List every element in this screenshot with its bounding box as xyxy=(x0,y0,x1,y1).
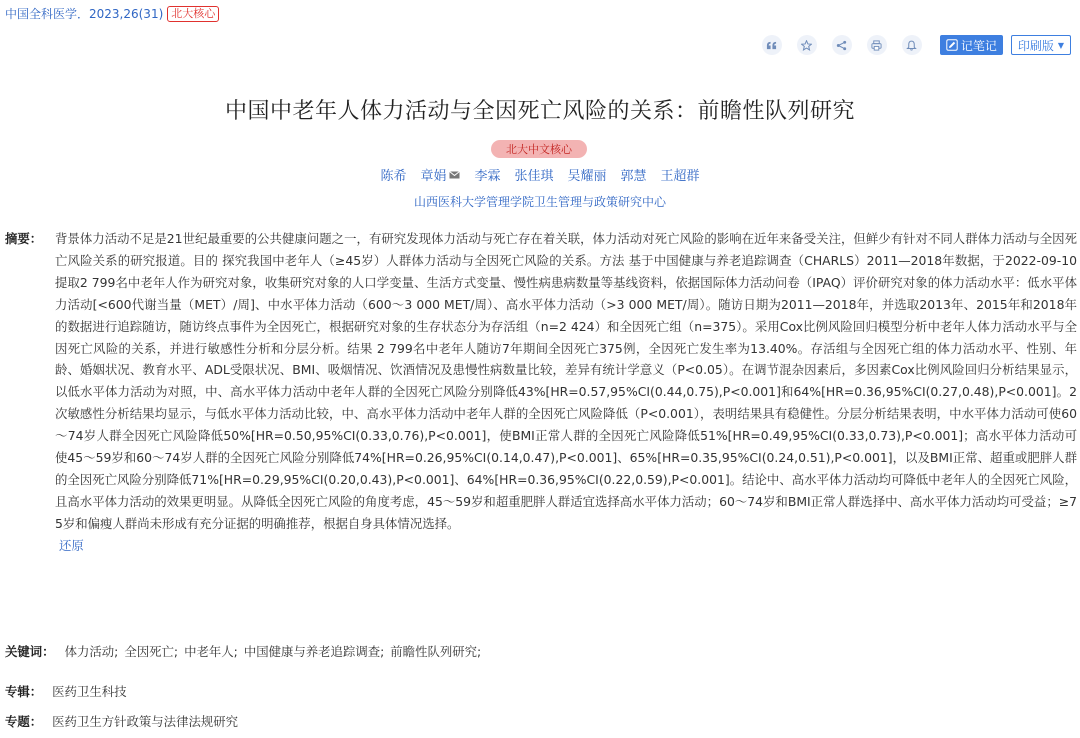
category-label: 专辑： xyxy=(5,684,43,699)
author-link[interactable]: 陈希 xyxy=(380,169,407,184)
pencil-icon xyxy=(946,39,958,51)
author-name: 章娟 xyxy=(420,169,447,184)
quote-icon[interactable] xyxy=(762,35,782,55)
print-version-label: 印刷版 xyxy=(1017,38,1054,53)
chevron-down-icon: ▼ xyxy=(1057,40,1064,50)
author-link[interactable]: 吴耀丽 xyxy=(567,169,607,184)
author-link-corresponding[interactable] xyxy=(420,165,460,184)
affiliation-link[interactable]: 山西医科大学管理学院卫生管理与政策研究中心 xyxy=(413,195,666,209)
article-title: 中国中老年人体力活动与全因死亡风险的关系：前瞻性队列研究 xyxy=(224,99,855,124)
take-note-label: 记笔记 xyxy=(960,38,997,53)
source-line xyxy=(5,5,219,22)
print-icon[interactable] xyxy=(867,35,887,55)
keyword-link[interactable]: 中国健康与养老追踪调查; xyxy=(243,644,385,659)
restore-link[interactable]: 还原 xyxy=(59,537,84,553)
star-icon[interactable] xyxy=(797,35,817,55)
share-icon[interactable] xyxy=(832,35,852,55)
category-value: 医药卫生科技 xyxy=(52,684,127,699)
topic-label: 专题： xyxy=(5,714,43,729)
keyword-link[interactable]: 体力活动; xyxy=(64,644,119,659)
article-toolbar xyxy=(747,35,1071,55)
author-link[interactable]: 王超群 xyxy=(660,169,700,184)
take-note-button[interactable] xyxy=(940,35,1003,55)
core-journal-tag: 北大核心 xyxy=(167,6,219,22)
keyword-link[interactable]: 前瞻性队列研究; xyxy=(390,644,482,659)
author-link[interactable]: 郭慧 xyxy=(620,169,647,184)
category-row xyxy=(5,682,127,700)
abstract-text: 背景体力活动不足是21世纪最重要的公共健康问题之一，有研究发现体力活动与死亡存在着关联，体力活动对死亡风险的影响在近年来备受关注，但鲜少有针对不同人群体力活动与全因死亡风险关系的研究报道。目的 探究我国中老年人（≥45岁）人群体力活动与全因死亡风险的关系。方法 基于中国健康与养老追踪调查（CHARLS）2011—2018年数据，于2022-09-10提取2 799名中老年人作为研究对象，收集研究对象的人口学变量、生活方式变量、慢性病患病数量等基线资料，依据国际体力活动问卷（IPAQ）评价研究对象的体力活动水平：低水平体力活动[<600代谢当量（MET）/周]、中水平体力活动（600～3 000 MET/周）、高水平体力活动（>3 000 MET/周）。随访日期为2011—2018年，并选取2013年、2015年和2018年的数据进行追踪随访，随访终点事件为全因死亡，根据研究对象的生存状态分为存活组（n=2 424）和全因死亡组（n=375）。采用Cox比例风险回归模型分析中老年人体力活动水平与全因死亡风险的关系，并进行敏感性分析和分层分析。结果 2 799名中老年人随访7年期间全因死亡375例，全因死亡发生率为13.40%。存活组与全因死亡组的体力活动水平、性别、年龄、婚姻状况、教育水平、ADL受限状况、BMI、吸烟情况、饮酒情况及患慢性病数量比较，差异有统计学意义（P<0.05）。在调节混杂因素后，多因素Cox比例风险回归分析结果显示，以低水平体力活动为对照，中、高水平体力活动中老年人群的全因死亡风险分别降低43%[HR=0.57,95%CI(0.44,0.75),P<0.001]和64%[HR=0.36,95%CI(0.27,0.48),P<0.001]。2次敏感性分析结果均显示，与低水平体力活动比较，中、高水平体力活动中老年人群的全因死亡风险降低（P<0.001），表明结果具有稳健性。分层分析结果表明，中水平体力活动可使60～74岁人群全因死亡风险降低50%[HR=0.50,95%CI(0.33,0.76),P<0.001]，使BMI正常人群的全因死亡风险降低51%[HR=0.49,95%CI(0.33,0.73),P<0.001]；高水平体力活动可使45～59岁和60～74岁人群的全因死亡风险分别降低74%[HR=0.26,95%CI(0.14,0.47),P<0.001]、65%[HR=0.35,95%CI(0.24,0.51),P<0.001]，以及BMI正常、超重或肥胖人群的全因死亡风险分别降低71%[HR=0.29,95%CI(0.20,0.43),P<0.001]、64%[HR=0.36,95%CI(0.22,0.59),P<0.001]。结论中、高水平体力活动均可降低中老年人的全因死亡风险，且高水平体力活动的效果更明显。从降低全因死亡风险的角度考虑，45～59岁和超重肥胖人群适宜选择高水平体力活动；60～74岁和BMI正常人群选择中、高水平体力活动均可受益；≥75岁和偏瘦人群尚未形成有充分证据的明确推荐，根据自身具体情况选择。 xyxy=(55,231,1077,531)
topic-value: 医药卫生方针政策与法律法规研究 xyxy=(52,714,239,729)
journal-link[interactable]: 中国全科医学．2023,26(31) xyxy=(5,7,164,21)
author-link[interactable]: 李霖 xyxy=(474,169,501,184)
abstract-section xyxy=(5,228,1077,557)
keyword-link[interactable]: 中老年人; xyxy=(184,644,238,659)
core-journal-badge: 北大中文核心 xyxy=(491,140,587,158)
print-version-dropdown[interactable] xyxy=(1011,35,1071,55)
abstract-label: 摘要： xyxy=(5,231,43,246)
keyword-link[interactable]: 全因死亡; xyxy=(124,644,179,659)
bell-icon[interactable] xyxy=(902,35,922,55)
author-list xyxy=(0,165,1080,184)
author-link[interactable]: 张佳琪 xyxy=(514,169,554,184)
keywords-label: 关键词： xyxy=(5,644,55,659)
topic-row xyxy=(5,712,238,730)
mail-icon xyxy=(449,171,460,179)
keywords-row xyxy=(5,642,481,660)
